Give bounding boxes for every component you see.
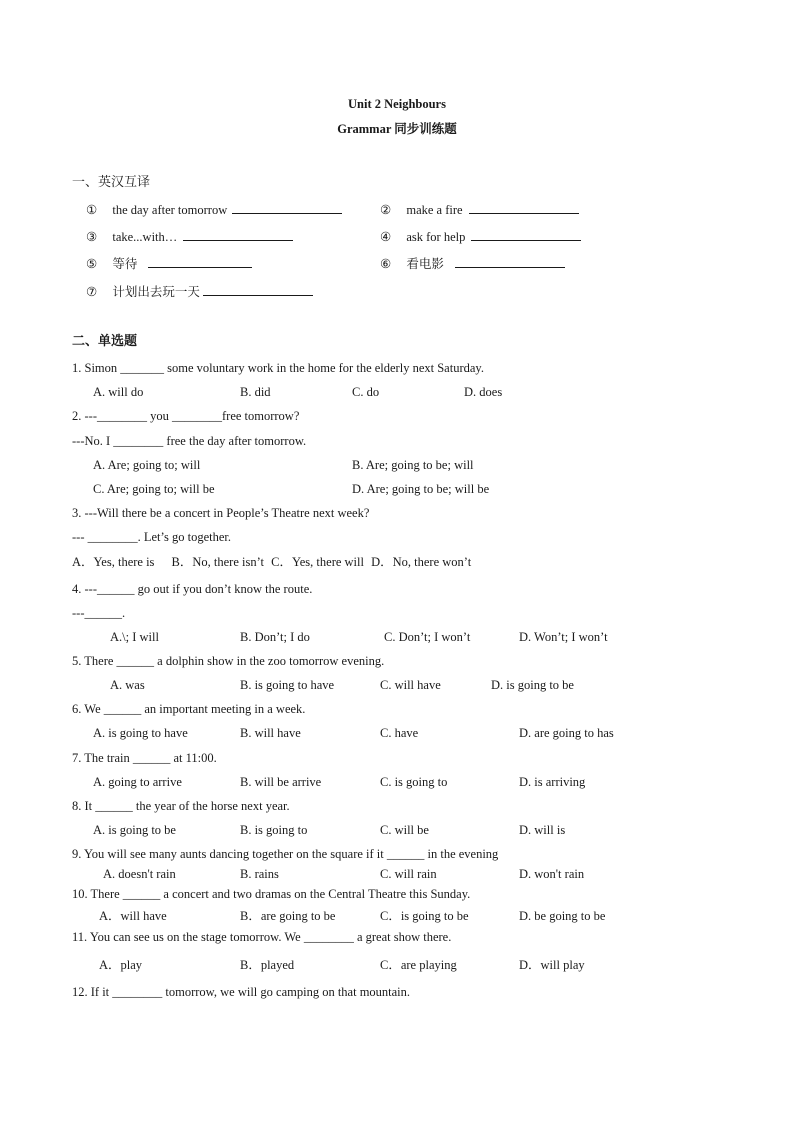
option-c[interactable]: C．is going to be — [380, 909, 469, 923]
page-subtitle: Grammar 同步训练题 — [337, 122, 457, 136]
translation-item-3 — [86, 228, 293, 245]
item-text: 等待 — [112, 257, 138, 271]
option-c[interactable]: C. Don’t; I won’t — [384, 630, 471, 644]
item-number: ① — [86, 203, 98, 217]
answer-blank[interactable] — [183, 228, 293, 241]
option-a[interactable]: A. going to arrive — [93, 775, 182, 789]
question-6-stem: 6. We ______ an important meeting in a week. — [72, 702, 306, 716]
option-c[interactable]: C. is going to — [380, 775, 448, 789]
option-d[interactable]: D. will is — [519, 823, 566, 837]
translation-item-7 — [86, 283, 313, 300]
option-d[interactable]: D. does — [464, 385, 503, 399]
option-b[interactable]: B. Are; going to be; will — [352, 458, 474, 472]
option-c[interactable]: C. have — [380, 726, 419, 740]
question-4-stem-reply: ---______. — [72, 606, 126, 620]
question-7-stem: 7. The train ______ at 11:00. — [72, 751, 217, 765]
option-a[interactable]: A．Yes, there is — [72, 555, 155, 569]
option-d[interactable]: D. are going to has — [519, 726, 614, 740]
option-a[interactable]: A.\; I will — [110, 630, 159, 644]
question-2-stem-reply: ---No. I ________ free the day after tomorrow. — [72, 434, 307, 448]
answer-blank[interactable] — [471, 228, 581, 241]
question-2-stem: 2. ---________ you ________free tomorrow? — [72, 409, 300, 423]
option-b[interactable]: B．No, there isn’t — [171, 555, 265, 569]
page-title: Unit 2 Neighbours — [348, 97, 446, 111]
question-10-stem: 10. There ______ a concert and two dramas on the Central Theatre this Sunday. — [72, 887, 471, 901]
option-a[interactable]: A．play — [99, 958, 143, 972]
option-b[interactable]: B. is going to have — [240, 678, 335, 692]
question-8-stem: 8. It ______ the year of the horse next year. — [72, 799, 290, 813]
answer-blank[interactable] — [455, 255, 565, 268]
option-a[interactable]: A. was — [110, 678, 145, 692]
item-number: ④ — [380, 230, 392, 244]
option-b[interactable]: B. is going to — [240, 823, 308, 837]
translation-item-6 — [380, 255, 565, 272]
translation-item-4 — [380, 228, 581, 245]
translation-item-2 — [380, 201, 579, 218]
item-text: 计划出去玩一天 — [112, 285, 200, 299]
option-b[interactable]: B. will have — [240, 726, 301, 740]
item-text: take...with… — [112, 230, 178, 244]
option-c[interactable]: C．Yes, there will — [271, 555, 364, 569]
option-a[interactable]: A. will do — [93, 385, 144, 399]
option-c[interactable]: C. do — [352, 385, 380, 399]
option-d[interactable]: D．No, there won’t — [371, 555, 472, 569]
item-number: ⑦ — [86, 285, 98, 299]
option-c[interactable]: C. will be — [380, 823, 429, 837]
question-4-stem: 4. ---______ go out if you don’t know the route. — [72, 582, 313, 596]
question-1-stem: 1. Simon _______ some voluntary work in the home for the elderly next Saturday. — [72, 361, 484, 375]
option-a[interactable]: A. Are; going to; will — [93, 458, 201, 472]
question-9-stem: 9. You will see many aunts dancing together on the square if it ______ in the evening — [72, 847, 499, 861]
option-d[interactable]: D. is going to be — [491, 678, 574, 692]
option-c[interactable]: C．are playing — [380, 958, 457, 972]
answer-blank[interactable] — [232, 201, 342, 214]
translation-item-5 — [86, 255, 252, 272]
item-number: ③ — [86, 230, 98, 244]
option-d[interactable]: D. is arriving — [519, 775, 586, 789]
option-a[interactable]: A．will have — [99, 909, 167, 923]
section2-heading: 二、单选题 — [72, 333, 138, 348]
option-d[interactable]: D. won't rain — [519, 867, 585, 881]
option-d[interactable]: D. Won’t; I won’t — [519, 630, 608, 644]
option-a[interactable]: A. is going to have — [93, 726, 188, 740]
question-5-stem: 5. There ______ a dolphin show in the zoo tomorrow evening. — [72, 654, 385, 668]
option-c[interactable]: C. will rain — [380, 867, 437, 881]
option-a[interactable]: A. doesn't rain — [103, 867, 176, 881]
item-text: the day after tomorrow — [112, 203, 228, 217]
question-3-stem-reply: --- ________. Let’s go together. — [72, 530, 231, 544]
option-c[interactable]: C. Are; going to; will be — [93, 482, 215, 496]
option-c[interactable]: C. will have — [380, 678, 441, 692]
question-11-stem: 11. You can see us on the stage tomorrow. We ________ a great show there. — [72, 930, 452, 944]
answer-blank[interactable] — [203, 283, 313, 296]
item-number: ② — [380, 203, 392, 217]
option-d[interactable]: D．will play — [519, 958, 585, 972]
section1-heading: 一、英汉互译 — [72, 174, 151, 189]
translation-item-1 — [86, 201, 342, 218]
item-text: 看电影 — [406, 257, 444, 271]
option-b[interactable]: B. did — [240, 385, 271, 399]
option-d[interactable]: D. be going to be — [519, 909, 606, 923]
option-b[interactable]: B．are going to be — [240, 909, 336, 923]
item-text: ask for help — [406, 230, 466, 244]
option-b[interactable]: B. rains — [240, 867, 279, 881]
option-a[interactable]: A. is going to be — [93, 823, 176, 837]
question-12-stem: 12. If it ________ tomorrow, we will go camping on that mountain. — [72, 985, 411, 999]
option-b[interactable]: B. Don’t; I do — [240, 630, 310, 644]
answer-blank[interactable] — [148, 255, 252, 268]
question-3-stem: 3. ---Will there be a concert in People’s Theatre next week? — [72, 506, 370, 520]
item-text: make a fire — [406, 203, 463, 217]
question-3-options — [72, 554, 471, 570]
option-d[interactable]: D. Are; going to be; will be — [352, 482, 490, 496]
option-b[interactable]: B. will be arrive — [240, 775, 322, 789]
item-number: ⑤ — [86, 257, 98, 271]
answer-blank[interactable] — [469, 201, 579, 214]
item-number: ⑥ — [380, 257, 392, 271]
option-b[interactable]: B．played — [240, 958, 295, 972]
